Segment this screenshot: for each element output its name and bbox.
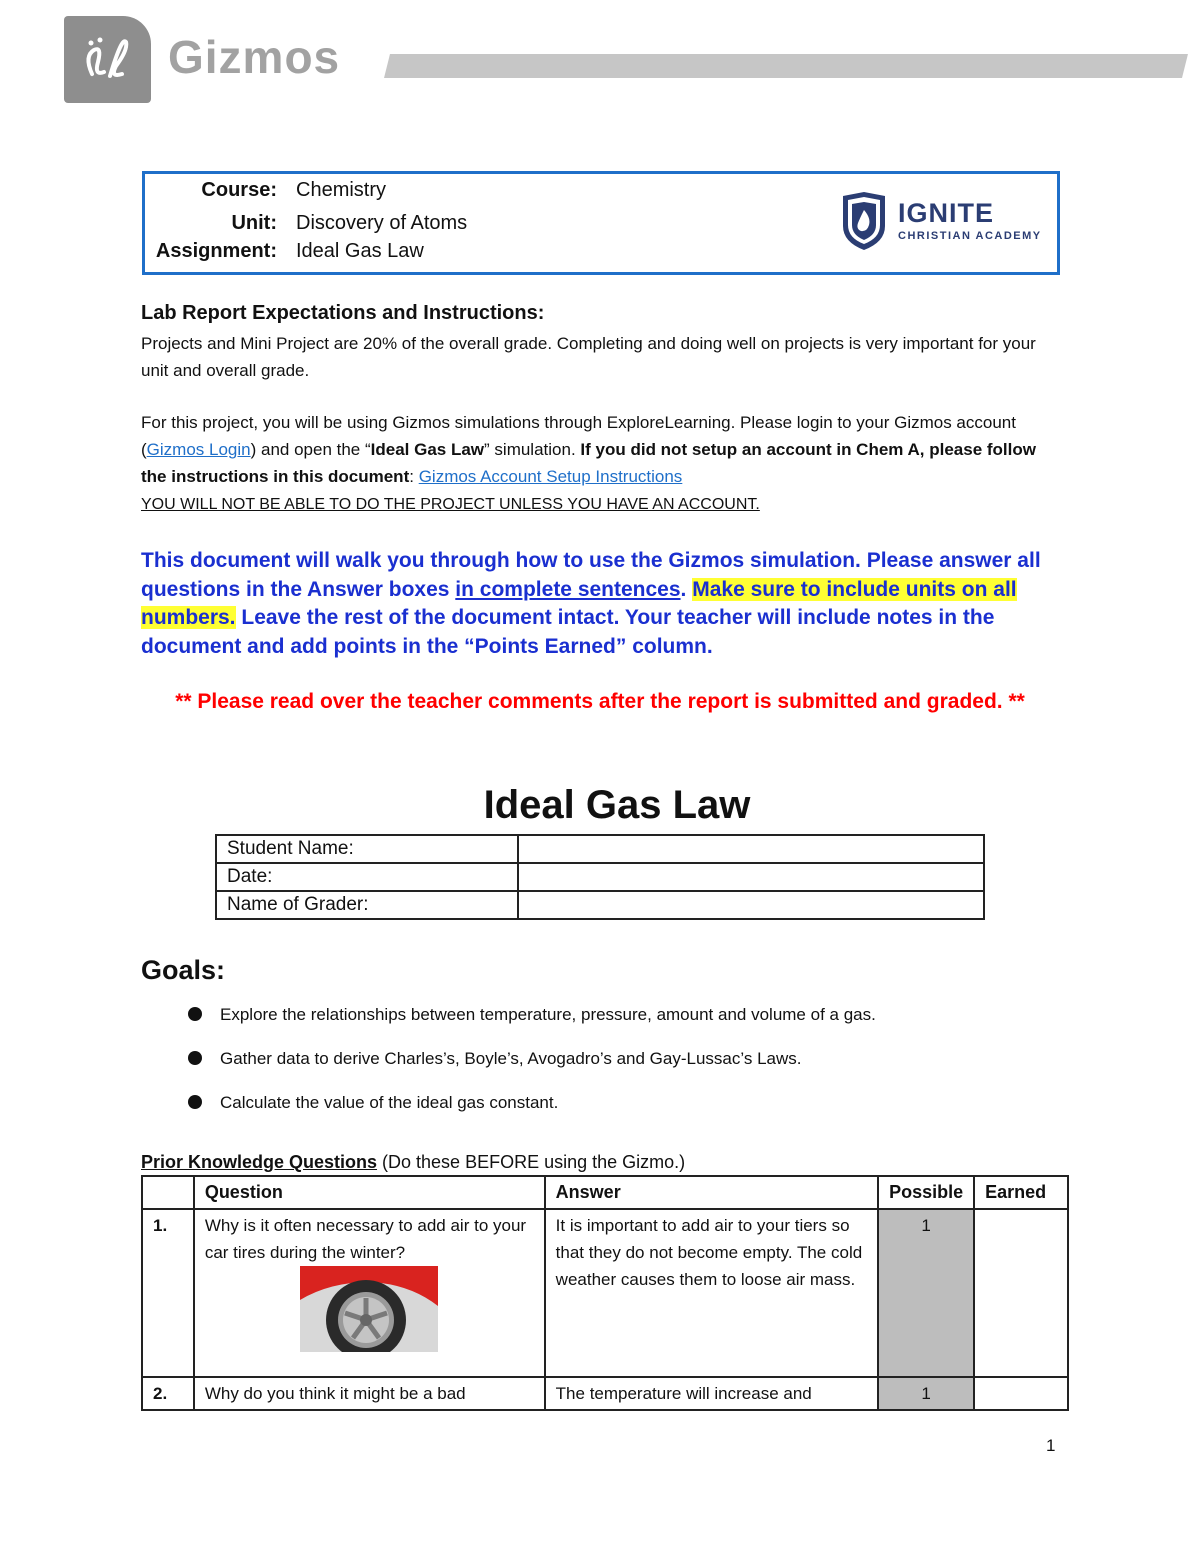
- answer-cell[interactable]: The temperature will increase and: [545, 1377, 878, 1410]
- blue-instructions: [141, 547, 1071, 661]
- p2-sim-name: Ideal Gas Law: [370, 440, 485, 459]
- p2-text-c: ” simulation.: [484, 440, 581, 459]
- student-name-label: Student Name:: [216, 835, 518, 863]
- p2-text-a: For this project, you will be using Gizmos simulations through ExploreLearning. Please login to your Gizmos account (: [141, 413, 1016, 459]
- question-header: Question: [194, 1176, 545, 1209]
- possible-header: Possible: [878, 1176, 974, 1209]
- earned-header: Earned: [974, 1176, 1068, 1209]
- blue-text-a: This document will walk you through how to use the Gizmos simulation. Please answer all questions in the Answer boxes: [141, 549, 1041, 601]
- table-row: [142, 1209, 1068, 1377]
- answer-header: Answer: [545, 1176, 878, 1209]
- earned-points[interactable]: [974, 1377, 1068, 1410]
- table-row: [216, 891, 984, 919]
- goal-text: Calculate the value of the ideal gas constant.: [220, 1093, 559, 1112]
- blue-text-c: Leave the rest of the document intact. Your teacher will include notes in the document and add points in the “Points Earned” column.: [141, 606, 995, 658]
- page-number: 1: [1046, 1436, 1056, 1455]
- school-subtitle: CHRISTIAN ACADEMY: [898, 230, 1042, 242]
- gizmos-login-link[interactable]: Gizmos Login: [146, 440, 251, 459]
- gizmos-logo: [64, 16, 151, 103]
- instructions-heading: Lab Report Expectations and Instructions:: [141, 302, 545, 324]
- car-tire-image: [300, 1266, 438, 1352]
- account-setup-link[interactable]: Gizmos Account Setup Instructions: [418, 467, 683, 486]
- table-header-row: [142, 1176, 1068, 1209]
- p2-text-b: ) and open the “: [250, 440, 371, 459]
- units-highlight: Make sure to include units on all numbers.: [141, 577, 1017, 629]
- instructions-paragraph-2: [141, 409, 1061, 490]
- grader-label: Name of Grader:: [216, 891, 518, 919]
- bullet-icon: [188, 1095, 202, 1109]
- goal-item: [188, 1049, 801, 1069]
- table-row: [216, 863, 984, 891]
- question-text: Why is it often necessary to add air to your car tires during the winter?: [204, 1216, 527, 1262]
- goals-heading: Goals:: [141, 955, 226, 985]
- course-value: Chemistry: [296, 179, 387, 201]
- date-label: Date:: [216, 863, 518, 891]
- blue-underlined: in complete sentences: [455, 577, 681, 601]
- question-cell: [194, 1209, 545, 1377]
- bullet-icon: [188, 1051, 202, 1065]
- explorelearning-logo-icon: [64, 16, 151, 103]
- prior-heading-bold: Prior Knowledge Questions: [141, 1152, 378, 1172]
- unit-value: Discovery of Atoms: [296, 212, 468, 234]
- account-warning: YOU WILL NOT BE ABLE TO DO THE PROJECT UNLESS YOU HAVE AN ACCOUNT.: [141, 496, 760, 513]
- ignite-shield-icon: [841, 192, 887, 250]
- date-field[interactable]: [518, 863, 984, 891]
- table-row: [142, 1377, 1068, 1410]
- p2-setup-note: If you did not setup an account in Chem A, please follow the instructions in this document: [141, 440, 1036, 486]
- bullet-icon: [188, 1007, 202, 1021]
- header-bar: [384, 54, 1188, 78]
- goal-text: Explore the relationships between temperature, pressure, amount and volume of a gas.: [220, 1005, 876, 1024]
- p2-text-d: :: [409, 467, 419, 486]
- student-info-table: [215, 834, 985, 920]
- instructions-paragraph-1: Projects and Mini Project are 20% of the overall grade. Completing and doing well on projects is very important for your unit and overall grade.: [141, 334, 1036, 380]
- brand-name: Gizmos: [168, 31, 341, 83]
- document-title: Ideal Gas Law: [483, 783, 751, 827]
- course-label: Course:: [201, 179, 277, 201]
- prior-heading-rest: (Do these BEFORE using the Gizmo.): [377, 1152, 686, 1172]
- question-number: 1.: [142, 1209, 194, 1377]
- answer-cell[interactable]: It is important to add air to your tiers so that they do not become empty. The cold weather causes them to loose air mass.: [545, 1209, 878, 1377]
- goal-item: [188, 1005, 876, 1025]
- unit-label: Unit:: [231, 212, 277, 234]
- goal-item: [188, 1093, 558, 1113]
- school-name: IGNITE: [898, 198, 995, 228]
- student-name-field[interactable]: [518, 835, 984, 863]
- question-text: Why do you think it might be a bad: [194, 1377, 545, 1410]
- goal-text: Gather data to derive Charles’s, Boyle’s, Avogadro’s and Gay-Lussac’s Laws.: [220, 1049, 802, 1068]
- prior-knowledge-heading: [141, 1152, 685, 1173]
- course-info-box: [142, 171, 1060, 275]
- assignment-label: Assignment:: [155, 240, 277, 262]
- possible-points: 1: [878, 1209, 974, 1377]
- number-header: [142, 1176, 194, 1209]
- question-number: 2.: [142, 1377, 194, 1410]
- table-row: [216, 835, 984, 863]
- prior-knowledge-table: [141, 1175, 1069, 1411]
- grader-field[interactable]: [518, 891, 984, 919]
- possible-points: 1: [878, 1377, 974, 1410]
- teacher-comments-note: ** Please read over the teacher comments after the report is submitted and graded. **: [175, 690, 1025, 713]
- blue-text-b: .: [680, 577, 693, 601]
- assignment-value: Ideal Gas Law: [296, 240, 424, 262]
- earned-points[interactable]: [974, 1209, 1068, 1377]
